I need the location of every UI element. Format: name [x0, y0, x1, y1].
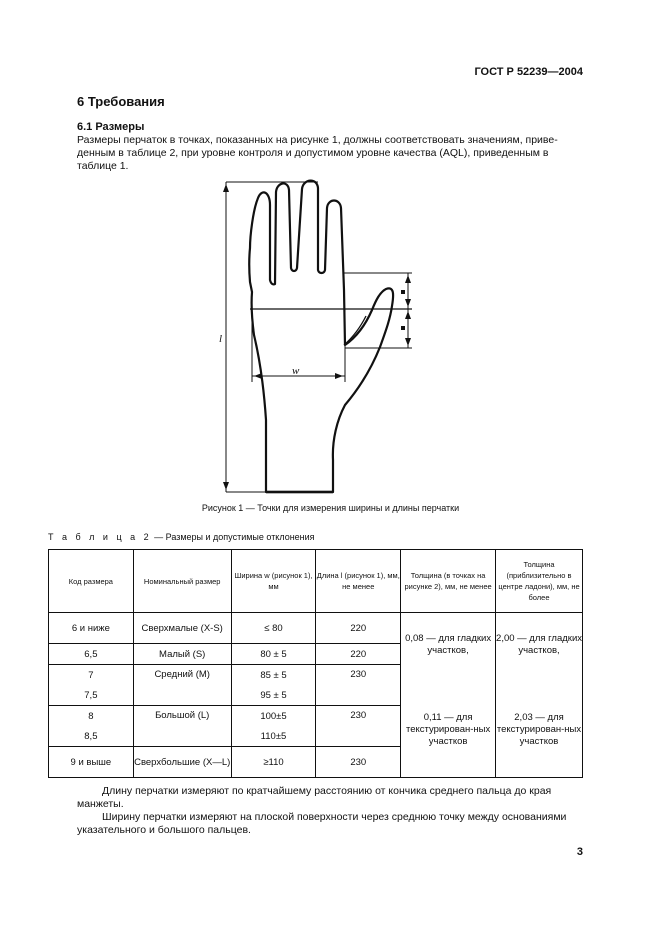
length-paragraph	[77, 785, 583, 811]
cell-width: 95 ± 5	[231, 685, 316, 706]
cell-length: 230	[316, 706, 401, 747]
cell-thickness-smooth-min: 0,08 — для гладких участков,	[401, 613, 496, 706]
cell-width: 85 ± 5	[231, 665, 316, 686]
table-caption-text: — Размеры и допустимые отклонения	[151, 532, 315, 542]
cell-thickness-textured-max: 2,03 — для текстурирован-ных участков	[496, 706, 583, 778]
section-title: 6 Требования	[77, 94, 165, 109]
intro-line-1: Размеры перчаток в точках, показанных на рисунке 1, должны соответствовать значениям, приве-	[77, 134, 558, 146]
header-width: Ширина w (рисунок 1), мм	[231, 550, 316, 613]
cell-width: 100±5	[231, 706, 316, 727]
width-paragraph	[77, 811, 583, 837]
width-line-2: указательного и большого пальцев.	[77, 824, 251, 836]
cell-code: 9 и выше	[49, 747, 134, 778]
header-nominal-size: Номинальный размер	[133, 550, 231, 613]
cell-name: Средний (М)	[133, 665, 231, 706]
figure-caption: Рисунок 1 — Точки для измерения ширины и длины перчатки	[201, 503, 460, 513]
glove-outline	[249, 181, 393, 492]
figure-label-l: l	[219, 333, 223, 345]
cell-code: 7,5	[49, 685, 134, 706]
width-line-1: Ширину перчатки измеряют на плоской поверхности через среднюю точку между основаниями	[102, 811, 567, 823]
cell-length: 230	[316, 665, 401, 706]
length-line-2: манжеты.	[77, 798, 124, 810]
cell-thickness-smooth-max: 2,00 — для гладких участков,	[496, 613, 583, 706]
cell-code: 6,5	[49, 644, 134, 665]
cell-code: 8	[49, 706, 134, 727]
cell-length: 220	[316, 613, 401, 644]
cell-width: ≤ 80	[231, 613, 316, 644]
table-row	[49, 706, 583, 727]
table-row	[49, 613, 583, 644]
cell-code: 7	[49, 665, 134, 686]
header-thickness-max: Толщина (приблизительно в центре ладони), мм, не более	[496, 550, 583, 613]
cell-length: 220	[316, 644, 401, 665]
header-thickness-min: Толщина (в точках на рисунке 2), мм, не менее	[401, 550, 496, 613]
cell-name: Сверхбольшие (X—L)	[133, 747, 231, 778]
header-size-code: Код размера	[49, 550, 134, 613]
document-code: ГОСТ Р 52239—2004	[474, 66, 583, 78]
table-header-row	[49, 550, 583, 613]
length-line-1: Длину перчатки измеряют по кратчайшему расстоянию от кончика среднего пальца до края	[102, 785, 552, 797]
header-length: Длина l (рисунок 1), мм, не менее	[316, 550, 401, 613]
cell-width: 110±5	[231, 726, 316, 747]
cell-width: ≥110	[231, 747, 316, 778]
table-caption	[48, 532, 315, 542]
page-number: 3	[576, 846, 583, 858]
cell-name: Большой (L)	[133, 706, 231, 747]
subsection-title: 6.1 Размеры	[77, 121, 145, 133]
cell-name: Сверхмалые (X-S)	[133, 613, 231, 644]
figure-label-w: w	[292, 365, 300, 377]
table-caption-prefix: Т а б л и ц а 2	[48, 532, 152, 542]
cell-code: 8,5	[49, 726, 134, 747]
cell-length: 230	[316, 747, 401, 778]
cell-width: 80 ± 5	[231, 644, 316, 665]
sizes-table	[48, 549, 583, 778]
cell-name: Малый (S)	[133, 644, 231, 665]
cell-thickness-textured-min: 0,11 — для текстурирован-ных участков	[401, 706, 496, 778]
cell-code: 6 и ниже	[49, 613, 134, 644]
intro-line-3: таблице 1.	[77, 160, 129, 172]
intro-line-2: денным в таблице 2, при уровне контроля и допустимом уровне качества (AQL), приведенным в	[77, 147, 549, 159]
